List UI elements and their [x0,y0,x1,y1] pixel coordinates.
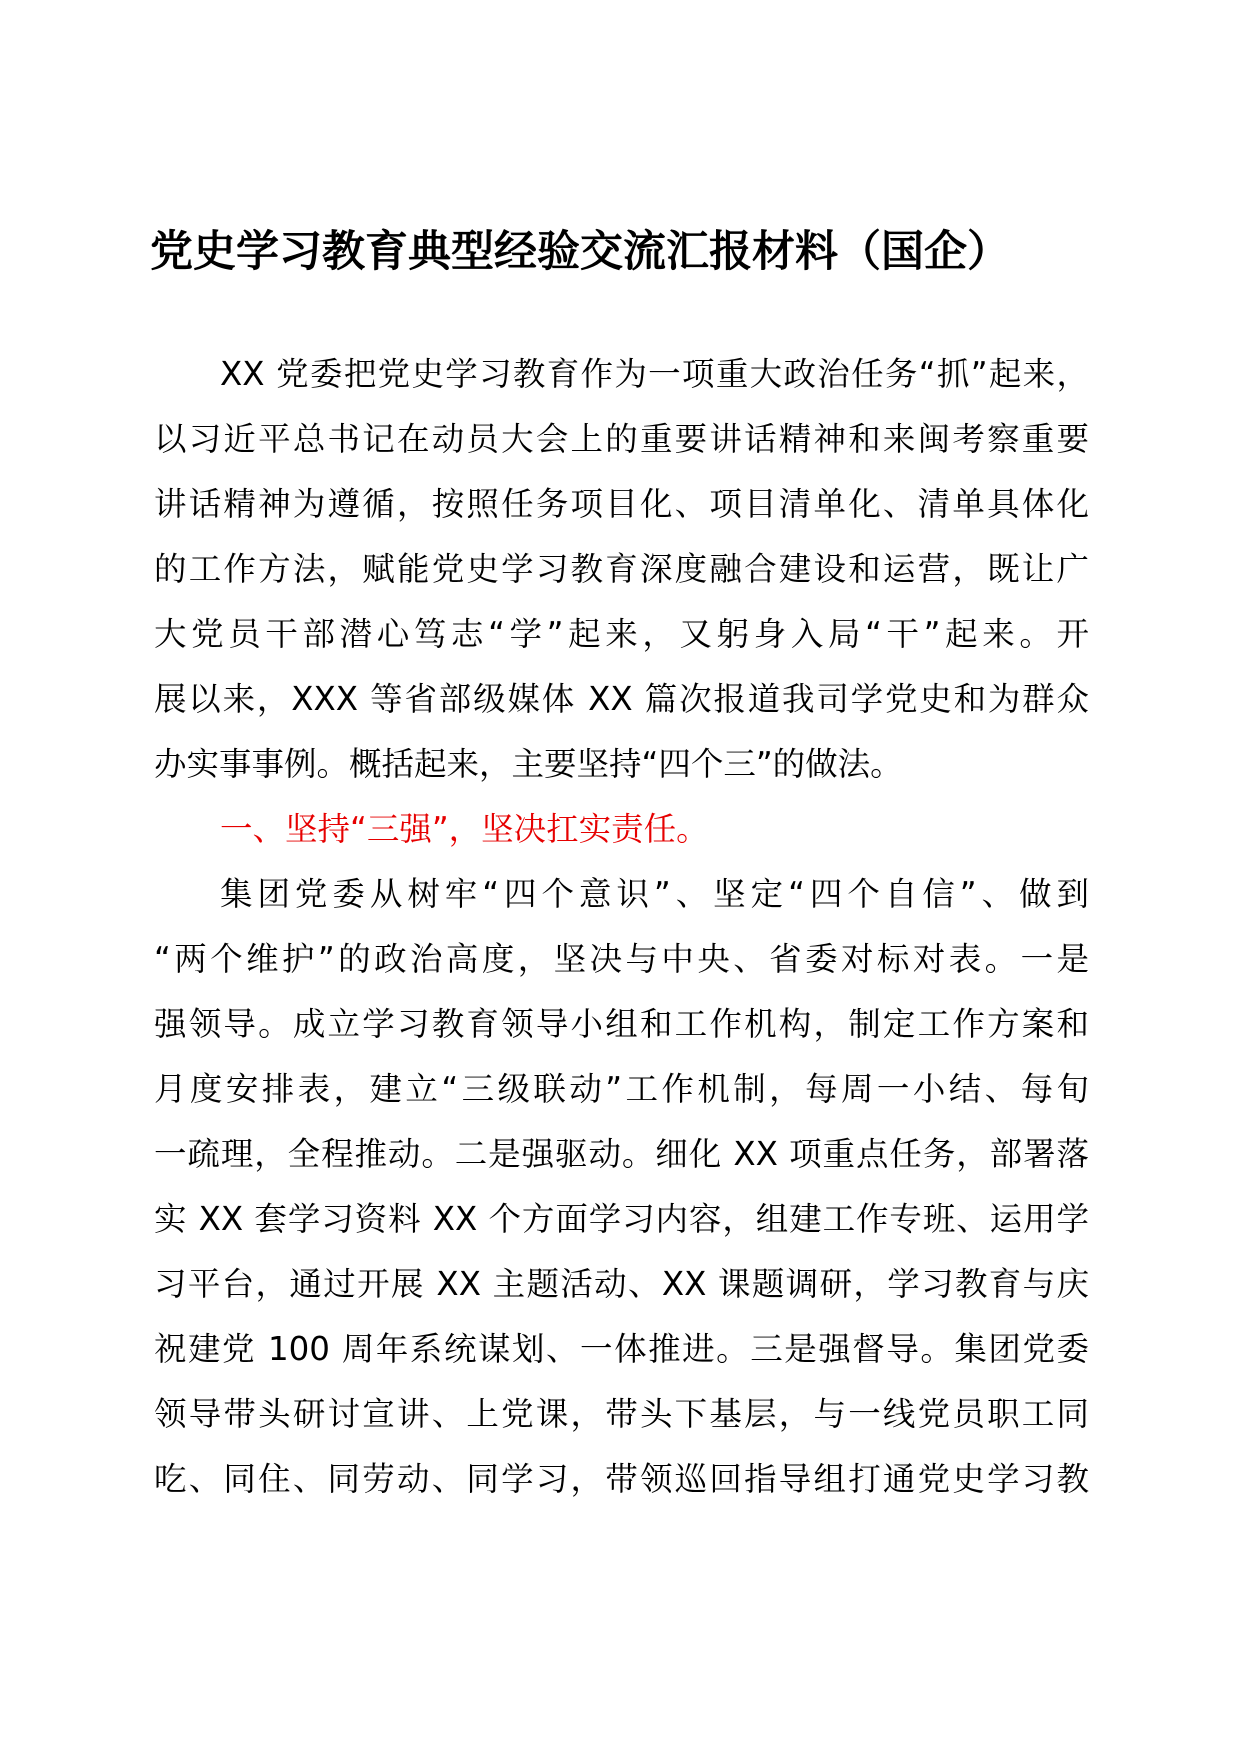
paragraph-2-line-4: 月度安排表，建立“三级联动”工作机制，每周一小结、每旬 [154,1070,1089,1108]
paragraph-1-line-6: 展以来，XXX 等省部级媒体 XX 篇次报道我司学党史和为群众 [154,680,1089,718]
paragraph-1-line-1: XX 党委把党史学习教育作为一项重大政治任务“抓”起来， [220,355,1089,393]
document-title: 党史学习教育典型经验交流汇报材料（国企） [150,227,1010,277]
paragraph-1-line-5: 大党员干部潜心笃志“学”起来，又躬身入局“干”起来。开 [154,615,1089,653]
paragraph-1-line-7: 办实事事例。概括起来，主要坚持“四个三”的做法。 [154,745,903,783]
paragraph-2-line-9: 领导带头研讨宣讲、上党课，带头下基层，与一线党员职工同 [154,1395,1089,1433]
paragraph-2-line-10: 吃、同住、同劳动、同学习，带领巡回指导组打通党史学习教 [154,1460,1089,1498]
paragraph-2-line-2: “两个维护”的政治高度，坚决与中央、省委对标对表。一是 [154,940,1089,978]
paragraph-2-line-1: 集团党委从树牢“四个意识”、坚定“四个自信”、做到 [220,875,1089,913]
paragraph-2-line-7: 习平台，通过开展 XX 主题活动、XX 课题调研，学习教育与庆 [154,1265,1089,1303]
paragraph-1-line-2: 以习近平总书记在动员大会上的重要讲话精神和来闽考察重要 [154,420,1089,458]
paragraph-2-line-6: 实 XX 套学习资料 XX 个方面学习内容，组建工作专班、运用学 [154,1200,1089,1238]
paragraph-2-line-3: 强领导。成立学习教育领导小组和工作机构，制定工作方案和 [154,1005,1089,1043]
paragraph-2-line-5: 一疏理，全程推动。二是强驱动。细化 XX 项重点任务，部署落 [154,1135,1089,1173]
paragraph-2-line-8: 祝建党 100 周年系统谋划、一体推进。三是强督导。集团党委 [154,1330,1089,1368]
document-body [154,342,1089,1512]
paragraph-1-line-4: 的工作方法，赋能党史学习教育深度融合建设和运营，既让广 [154,550,1089,588]
section-heading-1: 一、坚持“三强”，坚决扛实责任。 [220,810,709,848]
paragraph-1-line-3: 讲话精神为遵循，按照任务项目化、项目清单化、清单具体化 [154,485,1089,523]
